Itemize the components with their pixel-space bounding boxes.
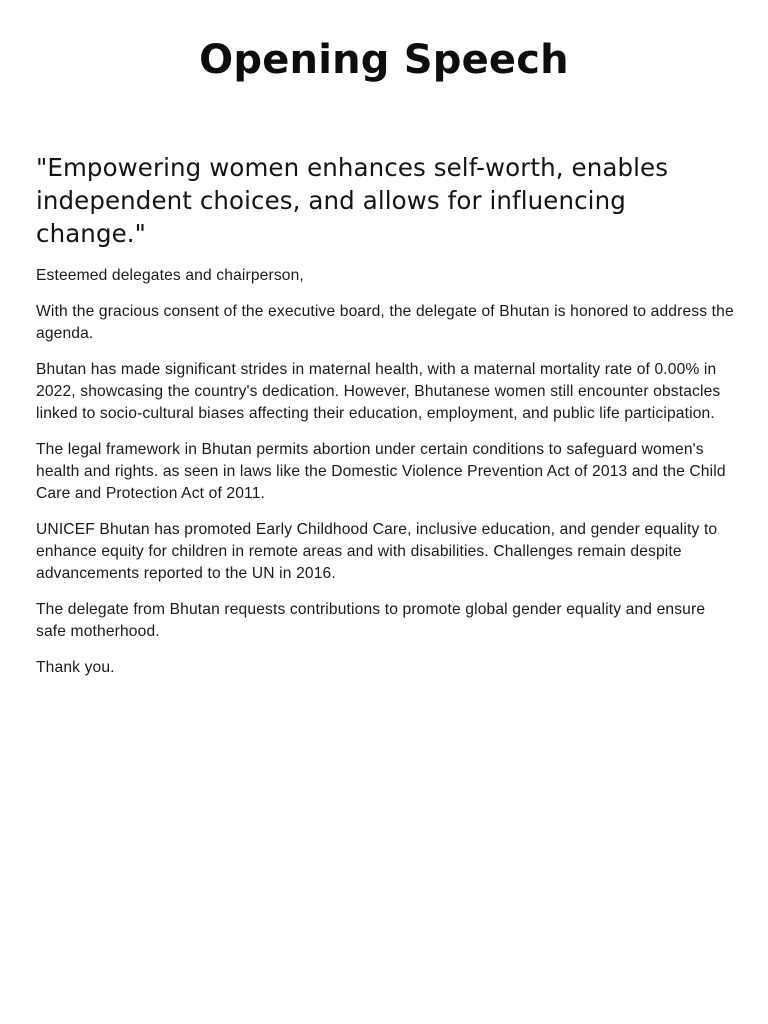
introduction-paragraph: With the gracious consent of the executive board, the delegate of Bhutan is honored to address the agenda. [36,303,734,342]
closing-paragraph: Thank you. [36,659,115,676]
maternal-health-paragraph: Bhutan has made significant strides in maternal health, with a maternal mortality rate of 0.00% in 2022, showcasing the country's dedication. However, Bhutanese women still encounter obstacles linked to socio-cultural biases affecting their education, employment, and public life participation. [36,361,721,422]
unicef-paragraph: UNICEF Bhutan has promoted Early Childhood Care, inclusive education, and gender equality to enhance equity for children in remote areas and with disabilities. Challenges remain despite advancements reported to the UN in 2016. [36,521,718,582]
page-title: Opening Speech [199,37,569,83]
request-paragraph: The delegate from Bhutan requests contributions to promote global gender equality and ensure safe motherhood. [36,601,706,640]
salutation-paragraph: Esteemed delegates and chairperson, [36,267,304,284]
opening-quote: "Empowering women enhances self-worth, enables independent choices, and allows for influencing change." [36,153,669,248]
speech-body [36,151,736,693]
legal-framework-paragraph: The legal framework in Bhutan permits abortion under certain conditions to safeguard women's health and rights. as seen in laws like the Domestic Violence Prevention Act of 2013 and the Child Care and Protection Act of 2011. [36,441,726,502]
